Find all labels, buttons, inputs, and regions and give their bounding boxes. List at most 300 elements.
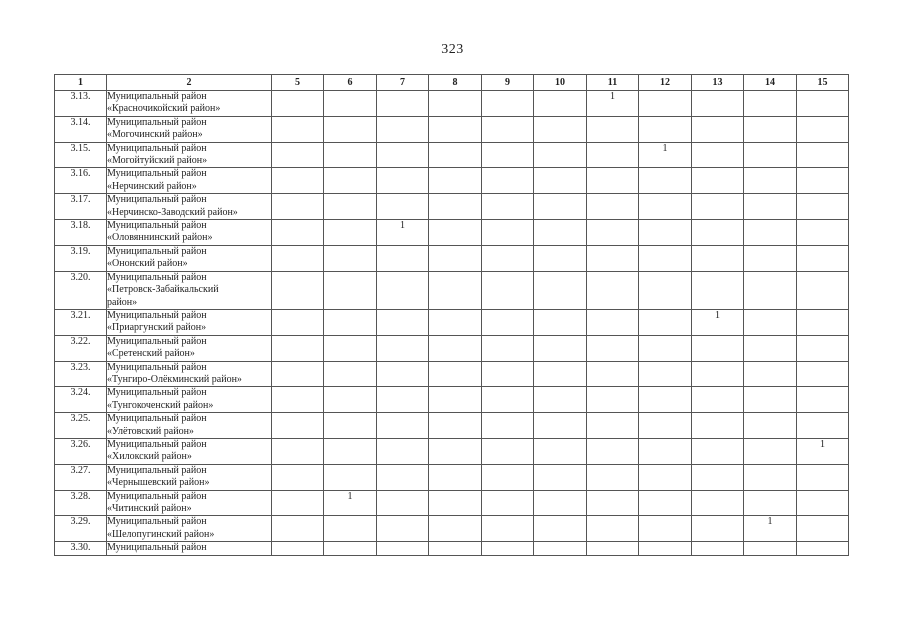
column-header: 8 <box>429 75 482 91</box>
district-name-line: Муниципальный район <box>107 516 207 528</box>
column-header: 5 <box>272 75 324 91</box>
row-number: 3.29. <box>55 516 107 542</box>
value-cell <box>534 542 587 556</box>
value-cell: 1 <box>639 142 692 168</box>
value-cell <box>482 194 534 220</box>
value-cell <box>534 220 587 246</box>
value-cell <box>692 413 744 439</box>
value-cell <box>744 542 797 556</box>
value-cell <box>429 91 482 117</box>
data-table <box>54 74 849 556</box>
value-cell <box>377 387 429 413</box>
table-row <box>55 309 849 335</box>
value-cell <box>324 438 377 464</box>
district-name-line: Муниципальный район <box>107 490 207 502</box>
value-cell <box>797 516 849 542</box>
value-cell <box>587 413 639 439</box>
value-cell <box>482 116 534 142</box>
district-name-line: «Сретенский район» <box>107 348 195 360</box>
value-cell <box>744 387 797 413</box>
value-cell <box>692 194 744 220</box>
table-row <box>55 271 849 309</box>
district-name-line: Муниципальный район <box>107 542 207 554</box>
value-cell <box>534 116 587 142</box>
district-name-line: район» <box>107 296 138 308</box>
table-row <box>55 335 849 361</box>
row-number: 3.13. <box>55 91 107 117</box>
value-cell <box>272 116 324 142</box>
value-cell <box>587 516 639 542</box>
value-cell <box>639 387 692 413</box>
district-name <box>107 438 272 464</box>
value-cell <box>324 91 377 117</box>
value-cell <box>429 413 482 439</box>
value-cell <box>272 245 324 271</box>
value-cell <box>797 335 849 361</box>
value-cell <box>429 245 482 271</box>
value-cell <box>692 542 744 556</box>
column-header: 1 <box>55 75 107 91</box>
value-cell <box>482 490 534 516</box>
district-name <box>107 220 272 246</box>
district-name-line: «Красночикойский район» <box>107 103 221 115</box>
value-cell <box>534 464 587 490</box>
value-cell <box>797 168 849 194</box>
value-cell <box>272 335 324 361</box>
table-row <box>55 194 849 220</box>
value-cell <box>324 142 377 168</box>
district-name-line: Муниципальный район <box>107 464 207 476</box>
value-cell <box>324 516 377 542</box>
value-cell <box>692 142 744 168</box>
value-cell <box>324 168 377 194</box>
value-cell <box>272 490 324 516</box>
value-cell <box>534 516 587 542</box>
value-cell <box>797 194 849 220</box>
value-cell <box>534 413 587 439</box>
value-cell <box>429 516 482 542</box>
value-cell <box>324 220 377 246</box>
table-row <box>55 464 849 490</box>
value-cell <box>797 220 849 246</box>
value-cell <box>797 91 849 117</box>
value-cell <box>429 220 482 246</box>
district-name-line: Муниципальный район <box>107 91 207 102</box>
value-cell <box>692 91 744 117</box>
table-row <box>55 387 849 413</box>
table-row <box>55 542 849 556</box>
value-cell <box>377 335 429 361</box>
value-cell <box>482 464 534 490</box>
value-cell <box>639 464 692 490</box>
value-cell <box>429 116 482 142</box>
column-header: 10 <box>534 75 587 91</box>
value-cell <box>429 490 482 516</box>
value-cell <box>482 91 534 117</box>
value-cell <box>692 438 744 464</box>
value-cell <box>429 387 482 413</box>
district-name-line: «Улётовский район» <box>107 425 194 437</box>
value-cell <box>272 271 324 309</box>
value-cell <box>272 91 324 117</box>
value-cell <box>534 168 587 194</box>
district-name-line: Муниципальный район <box>107 245 207 257</box>
value-cell <box>429 309 482 335</box>
value-cell: 1 <box>324 490 377 516</box>
district-name <box>107 464 272 490</box>
value-cell <box>744 91 797 117</box>
row-number: 3.22. <box>55 335 107 361</box>
value-cell <box>272 220 324 246</box>
value-cell <box>534 387 587 413</box>
column-header: 2 <box>107 75 272 91</box>
value-cell <box>534 335 587 361</box>
district-name-line: «Нерчинский район» <box>107 180 197 192</box>
value-cell <box>482 413 534 439</box>
value-cell <box>429 168 482 194</box>
value-cell <box>744 245 797 271</box>
row-number: 3.25. <box>55 413 107 439</box>
district-name <box>107 542 272 556</box>
value-cell <box>639 438 692 464</box>
value-cell <box>587 194 639 220</box>
value-cell <box>482 309 534 335</box>
table-body <box>55 91 849 556</box>
district-name-line: Муниципальный район <box>107 438 207 450</box>
value-cell <box>377 438 429 464</box>
value-cell <box>744 220 797 246</box>
value-cell <box>744 142 797 168</box>
value-cell <box>482 335 534 361</box>
value-cell <box>639 194 692 220</box>
district-name-line: Муниципальный район <box>107 168 207 180</box>
row-number: 3.15. <box>55 142 107 168</box>
row-number: 3.23. <box>55 361 107 387</box>
value-cell <box>272 168 324 194</box>
district-name-line: «Оловяннинский район» <box>107 232 213 244</box>
district-name <box>107 309 272 335</box>
column-header: 12 <box>639 75 692 91</box>
value-cell <box>797 464 849 490</box>
column-header: 7 <box>377 75 429 91</box>
value-cell <box>272 194 324 220</box>
value-cell <box>377 542 429 556</box>
value-cell <box>797 142 849 168</box>
value-cell <box>482 438 534 464</box>
value-cell <box>587 142 639 168</box>
value-cell <box>797 542 849 556</box>
value-cell <box>744 361 797 387</box>
value-cell <box>272 542 324 556</box>
value-cell <box>272 387 324 413</box>
value-cell <box>639 220 692 246</box>
value-cell <box>482 361 534 387</box>
value-cell <box>534 245 587 271</box>
value-cell <box>377 194 429 220</box>
district-name-line: Муниципальный район <box>107 309 207 321</box>
value-cell <box>587 335 639 361</box>
value-cell <box>744 413 797 439</box>
row-number: 3.17. <box>55 194 107 220</box>
value-cell: 1 <box>744 516 797 542</box>
value-cell <box>534 271 587 309</box>
value-cell <box>744 194 797 220</box>
value-cell <box>324 361 377 387</box>
row-number: 3.24. <box>55 387 107 413</box>
district-name <box>107 271 272 309</box>
district-name-line: Муниципальный район <box>107 116 207 128</box>
value-cell <box>534 438 587 464</box>
value-cell <box>534 309 587 335</box>
table-row <box>55 142 849 168</box>
value-cell <box>692 116 744 142</box>
district-name-line: «Нерчинско-Заводский район» <box>107 206 238 218</box>
value-cell <box>744 335 797 361</box>
value-cell <box>744 116 797 142</box>
district-name-line: Муниципальный район <box>107 220 207 232</box>
value-cell <box>482 271 534 309</box>
value-cell <box>272 413 324 439</box>
value-cell <box>797 245 849 271</box>
table-row <box>55 516 849 542</box>
value-cell <box>744 168 797 194</box>
district-name <box>107 413 272 439</box>
value-cell: 1 <box>692 309 744 335</box>
value-cell <box>639 271 692 309</box>
value-cell <box>377 168 429 194</box>
district-name <box>107 516 272 542</box>
value-cell <box>692 464 744 490</box>
value-cell <box>377 516 429 542</box>
value-cell <box>429 361 482 387</box>
district-name <box>107 335 272 361</box>
row-number: 3.18. <box>55 220 107 246</box>
district-name-line: «Тунгиро-Олёкминский район» <box>107 373 242 385</box>
table-row <box>55 168 849 194</box>
value-cell <box>377 464 429 490</box>
district-name-line: Муниципальный район <box>107 361 207 373</box>
value-cell <box>692 361 744 387</box>
value-cell <box>797 116 849 142</box>
value-cell <box>797 309 849 335</box>
row-number: 3.28. <box>55 490 107 516</box>
value-cell <box>797 271 849 309</box>
value-cell <box>324 464 377 490</box>
value-cell <box>324 413 377 439</box>
value-cell <box>534 194 587 220</box>
value-cell <box>797 413 849 439</box>
row-number: 3.16. <box>55 168 107 194</box>
column-header: 11 <box>587 75 639 91</box>
value-cell <box>692 271 744 309</box>
row-number: 3.19. <box>55 245 107 271</box>
value-cell <box>639 361 692 387</box>
value-cell: 1 <box>377 220 429 246</box>
value-cell <box>324 542 377 556</box>
value-cell <box>324 116 377 142</box>
value-cell <box>639 245 692 271</box>
value-cell <box>377 413 429 439</box>
value-cell <box>639 91 692 117</box>
table-row <box>55 438 849 464</box>
value-cell <box>639 542 692 556</box>
value-cell <box>797 490 849 516</box>
value-cell <box>587 464 639 490</box>
district-name-line: «Тунгокоченский район» <box>107 399 214 411</box>
value-cell <box>587 271 639 309</box>
column-header: 6 <box>324 75 377 91</box>
value-cell <box>429 464 482 490</box>
value-cell <box>272 438 324 464</box>
value-cell <box>692 490 744 516</box>
district-name <box>107 168 272 194</box>
value-cell <box>692 335 744 361</box>
value-cell <box>272 309 324 335</box>
district-name-line: «Хилокский район» <box>107 451 192 463</box>
district-name <box>107 194 272 220</box>
value-cell <box>692 168 744 194</box>
district-name-line: «Приаргунский район» <box>107 322 207 334</box>
page-number: 323 <box>441 42 464 57</box>
value-cell <box>587 116 639 142</box>
district-name-line: Муниципальный район <box>107 335 207 347</box>
value-cell <box>429 438 482 464</box>
value-cell <box>534 490 587 516</box>
value-cell <box>324 387 377 413</box>
value-cell <box>377 490 429 516</box>
value-cell <box>639 309 692 335</box>
district-name-line: «Чернышевский район» <box>107 477 210 489</box>
column-header: 14 <box>744 75 797 91</box>
value-cell <box>482 168 534 194</box>
value-cell <box>797 361 849 387</box>
value-cell: 1 <box>797 438 849 464</box>
value-cell <box>587 220 639 246</box>
value-cell <box>534 142 587 168</box>
value-cell <box>482 516 534 542</box>
value-cell <box>744 464 797 490</box>
value-cell <box>324 245 377 271</box>
district-name-line: «Шелопугинский район» <box>107 528 215 540</box>
table-row <box>55 116 849 142</box>
district-name-line: «Читинский район» <box>107 503 192 514</box>
value-cell <box>482 142 534 168</box>
value-cell <box>377 116 429 142</box>
value-cell <box>639 413 692 439</box>
value-cell <box>692 387 744 413</box>
value-cell <box>429 542 482 556</box>
value-cell <box>377 309 429 335</box>
table-row <box>55 245 849 271</box>
district-name-line: «Ононский район» <box>107 258 188 270</box>
value-cell <box>692 245 744 271</box>
value-cell <box>272 142 324 168</box>
value-cell <box>587 438 639 464</box>
value-cell <box>639 335 692 361</box>
district-name <box>107 91 272 117</box>
value-cell <box>482 542 534 556</box>
value-cell <box>639 490 692 516</box>
district-name-line: «Могойтуйский район» <box>107 155 208 167</box>
value-cell <box>692 516 744 542</box>
value-cell <box>482 387 534 413</box>
value-cell <box>797 387 849 413</box>
row-number: 3.26. <box>55 438 107 464</box>
row-number: 3.20. <box>55 271 107 309</box>
value-cell <box>534 91 587 117</box>
table-row <box>55 220 849 246</box>
value-cell <box>429 194 482 220</box>
column-header: 9 <box>482 75 534 91</box>
district-name <box>107 245 272 271</box>
district-name-line: «Петровск-Забайкальский <box>107 284 219 296</box>
district-name <box>107 361 272 387</box>
row-number: 3.27. <box>55 464 107 490</box>
header-row <box>55 75 849 91</box>
value-cell <box>744 271 797 309</box>
value-cell <box>587 309 639 335</box>
value-cell <box>429 335 482 361</box>
value-cell: 1 <box>587 91 639 117</box>
value-cell <box>482 220 534 246</box>
value-cell <box>324 271 377 309</box>
column-header: 15 <box>797 75 849 91</box>
value-cell <box>587 245 639 271</box>
value-cell <box>587 542 639 556</box>
value-cell <box>377 271 429 309</box>
district-name <box>107 142 272 168</box>
value-cell <box>639 516 692 542</box>
column-header: 13 <box>692 75 744 91</box>
table-row <box>55 361 849 387</box>
value-cell <box>639 116 692 142</box>
value-cell <box>324 309 377 335</box>
value-cell <box>744 490 797 516</box>
value-cell <box>744 309 797 335</box>
value-cell <box>534 361 587 387</box>
row-number: 3.14. <box>55 116 107 142</box>
value-cell <box>429 271 482 309</box>
district-name-line: Муниципальный район <box>107 142 207 154</box>
district-name <box>107 116 272 142</box>
district-name-line: Муниципальный район <box>107 387 207 399</box>
value-cell <box>587 387 639 413</box>
table-row <box>55 91 849 117</box>
row-number: 3.21. <box>55 309 107 335</box>
value-cell <box>377 245 429 271</box>
value-cell <box>324 335 377 361</box>
value-cell <box>639 168 692 194</box>
value-cell <box>324 194 377 220</box>
value-cell <box>587 168 639 194</box>
district-name <box>107 490 272 516</box>
value-cell <box>482 245 534 271</box>
value-cell <box>377 361 429 387</box>
district-name-line: Муниципальный район <box>107 194 207 206</box>
value-cell <box>744 438 797 464</box>
value-cell <box>429 142 482 168</box>
value-cell <box>377 91 429 117</box>
district-name-line: Муниципальный район <box>107 413 207 425</box>
district-name-line: «Могочинский район» <box>107 129 203 141</box>
value-cell <box>272 464 324 490</box>
district-name-line: Муниципальный район <box>107 271 207 283</box>
district-name <box>107 387 272 413</box>
value-cell <box>692 220 744 246</box>
value-cell <box>377 142 429 168</box>
table-row <box>55 413 849 439</box>
value-cell <box>587 361 639 387</box>
